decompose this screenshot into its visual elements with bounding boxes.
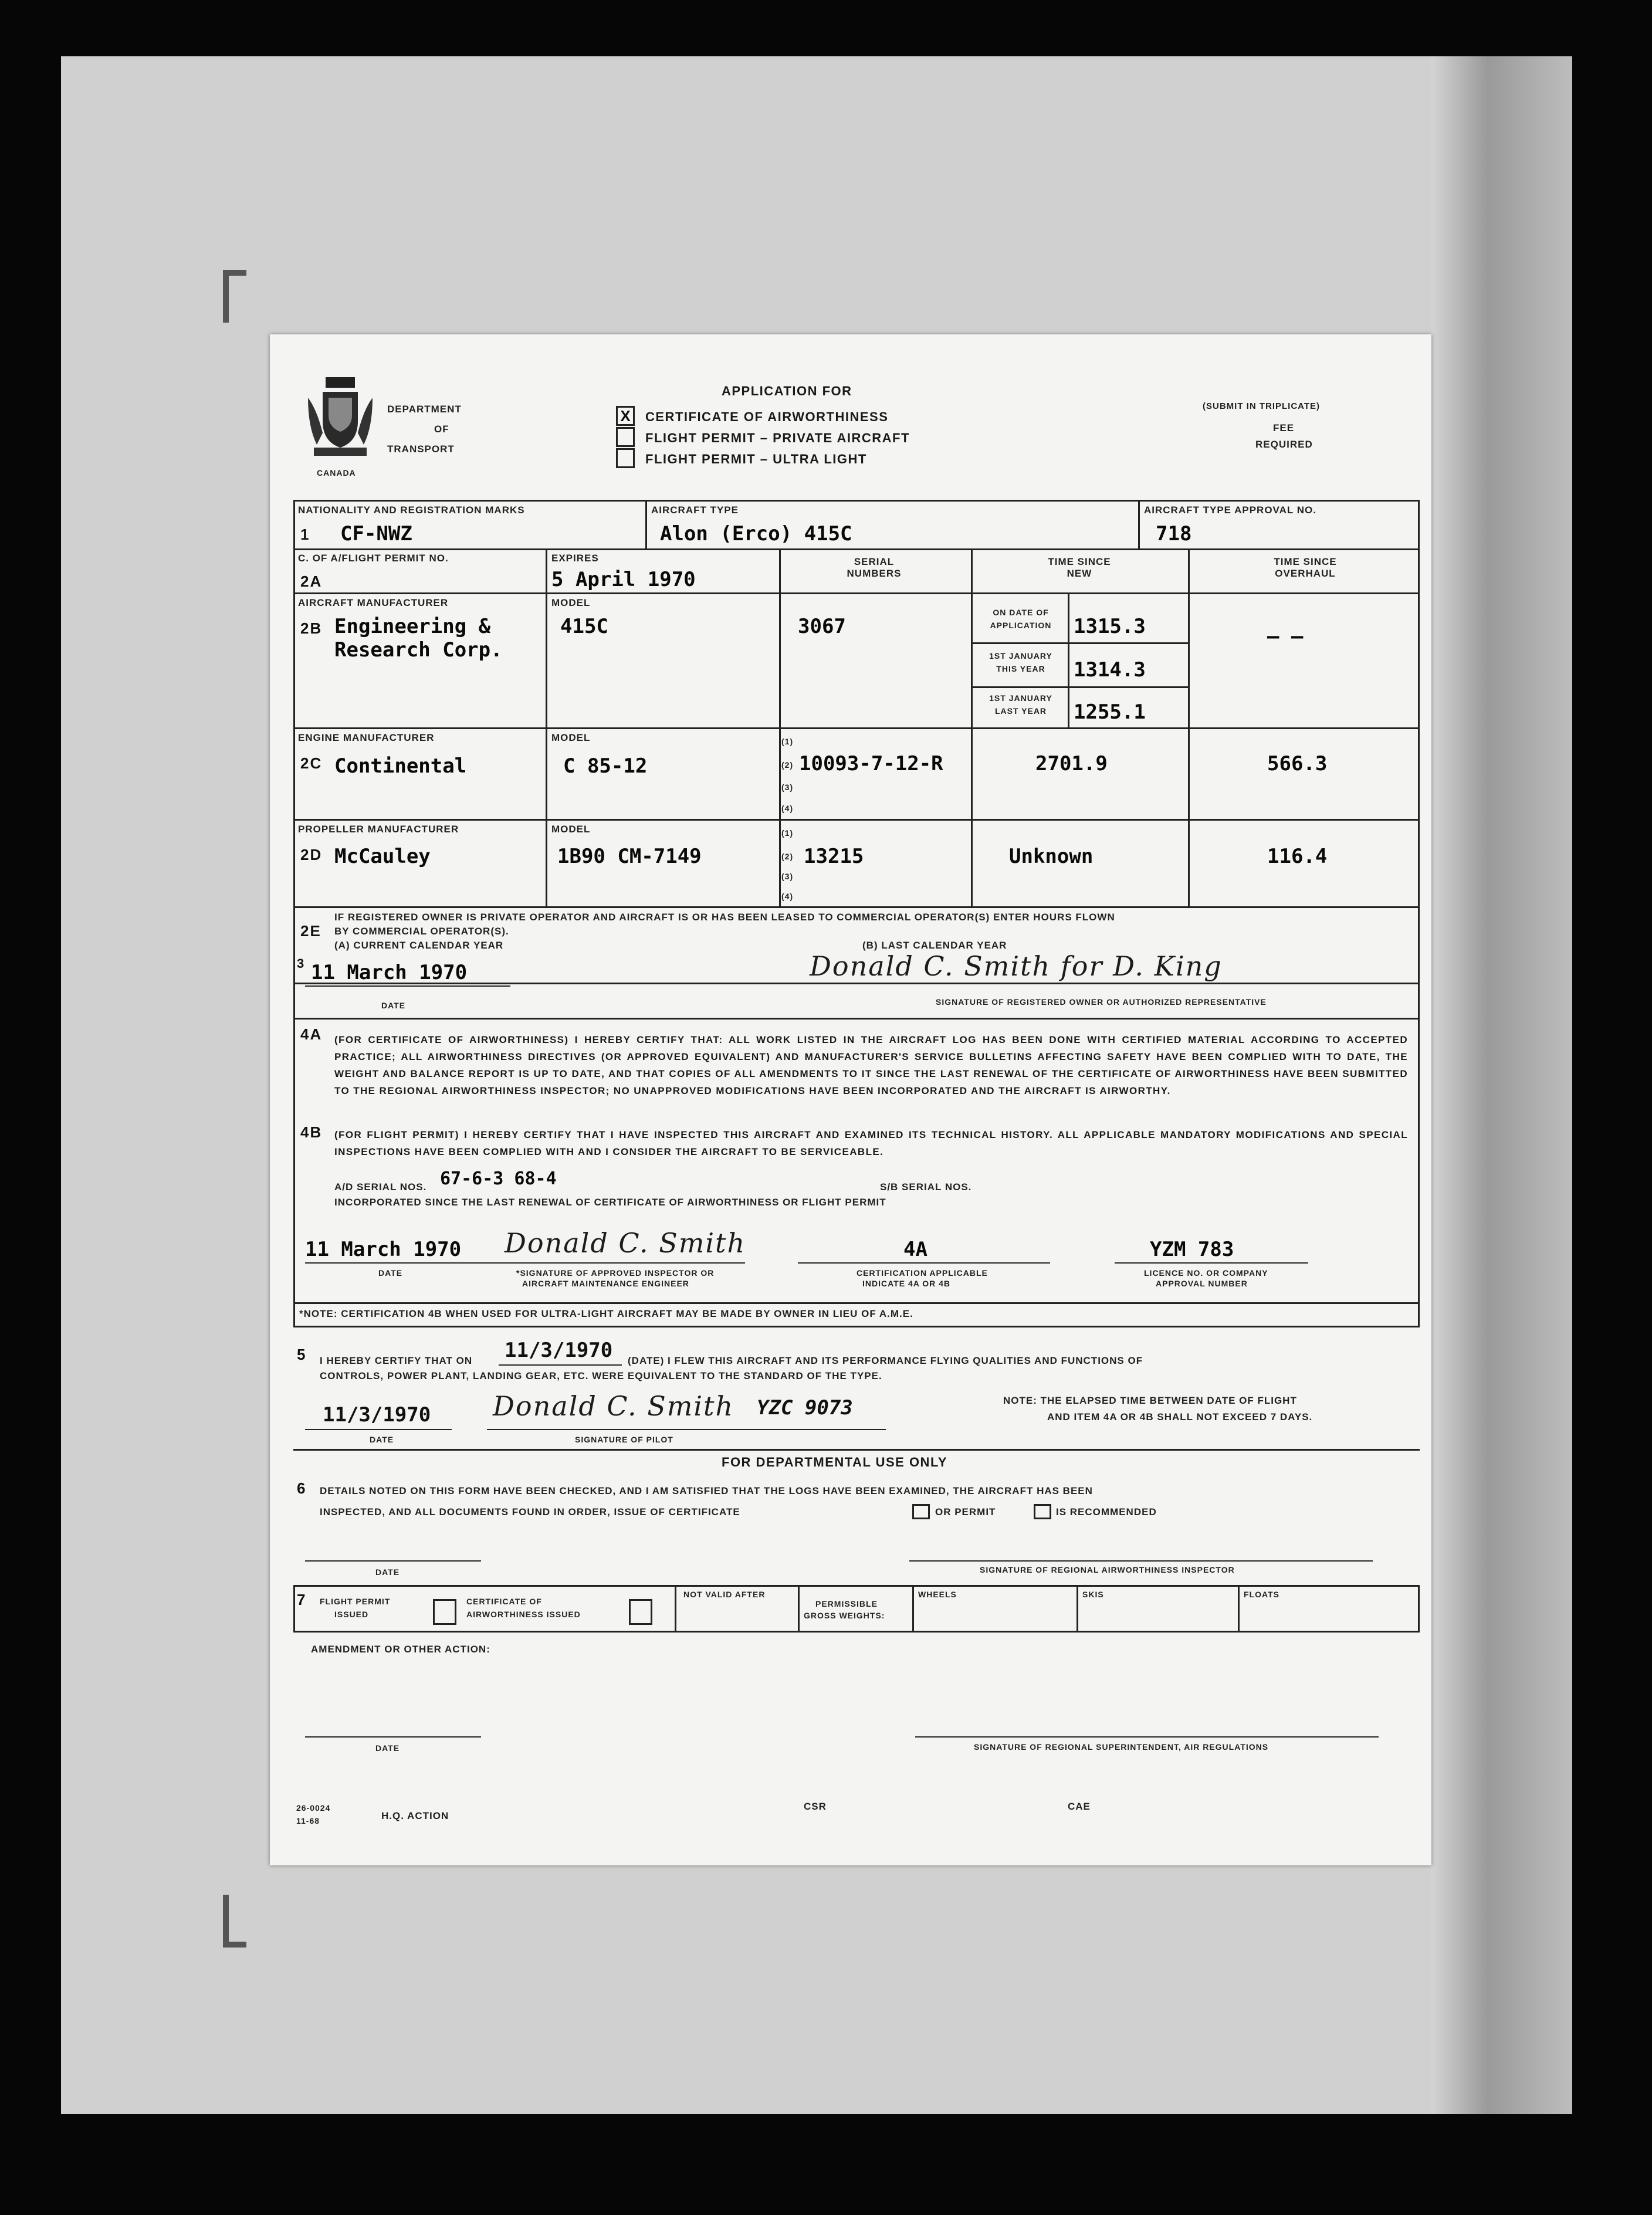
corner-bracket-top [223, 270, 246, 323]
jan-this-label-1: 1ST JANUARY [989, 651, 1052, 661]
option-private-permit: FLIGHT PERMIT – PRIVATE AIRCRAFT [645, 431, 910, 445]
rule [798, 1262, 1050, 1264]
inspector-signature: Donald C. Smith [505, 1227, 746, 1259]
row6-text-1: DETAILS NOTED ON THIS FORM HAVE BEEN CHECKED, AND I AM SATISFIED THAT THE LOGS HAVE BEEN EXAMINED, THE AIRCRAFT HAS BEEN [320, 1485, 1093, 1496]
inspector-date-label: DATE [378, 1268, 403, 1278]
row4a-text: (FOR CERTIFICATE OF AIRWORTHINESS) I HEREBY CERTIFY THAT: ALL WORK LISTED IN THE AIRCRAFT LOG HAS BEEN DONE WITH CERTIFIED MATERIAL ACCORDING TO ACCEPTED PRACTICE; ALL AIRWORTHINESS DIRECTIVES (OR APPROVED EQUIVALENT) AND MANUFACTURER'S SERVICE BULLETINS AFFECTING SAFETY HAVE BEEN COMPLIED WITH TO DATE, THE WEIGHT AND BALANCE REPORT IS UP TO DATE, AND THAT COPIES OF ALL AMENDMENTS TO IT SINCE THE LAST RENEWAL OF THE CERTIFICATE OF AIRWORTHINESS HAVE BEEN SUBMITTED TO THE REGIONAL AIRWORTHINESS INSPECTOR; NO UNAPPROVED MODIFICATIONS HAVE BEEN INCORPORATED AND THE AIRCRAFT IS AIRWORTHY. [334, 1034, 1408, 1096]
ad-serial-value: 67-6-3 68-4 [440, 1169, 557, 1189]
form-number: 26-0024 [296, 1803, 331, 1813]
prop-slot-2: (2) [781, 852, 794, 861]
engine-slot-1: (1) [781, 737, 794, 746]
nat-label: NATIONALITY AND REGISTRATION MARKS [298, 504, 525, 516]
recommended-label: IS RECOMMENDED [1056, 1506, 1157, 1518]
rule [293, 1631, 1420, 1633]
pilot-date-value: 11/3/1970 [323, 1403, 431, 1427]
aircraft-model-label: MODEL [551, 597, 591, 608]
engine-mfr-value: Continental [334, 754, 467, 778]
row1-number: 1 [300, 526, 310, 543]
row6-text-2: INSPECTED, AND ALL DOCUMENTS FOUND IN ORDER, ISSUE OF CERTIFICATE [320, 1506, 740, 1518]
row5-text-b: (DATE) I FLEW THIS AIRCRAFT AND ITS PERFORMANCE FLYING QUALITIES AND FUNCTIONS OF [628, 1355, 1143, 1366]
rule [487, 1429, 886, 1430]
rule [645, 500, 647, 548]
dept-use-title: FOR DEPARTMENTAL USE ONLY [722, 1455, 948, 1469]
serial-label: SERIAL NUMBERS [847, 556, 902, 579]
app-label-2: APPLICATION [990, 621, 1052, 630]
row4a-number: 4A [300, 1025, 323, 1043]
canada-coat-of-arms-icon [305, 374, 375, 462]
rule [305, 985, 510, 987]
folder-edge [1431, 56, 1572, 2114]
rule [293, 1585, 1420, 1587]
rule [305, 1262, 510, 1264]
aircraft-mfr-label: AIRCRAFT MANUFACTURER [298, 597, 449, 608]
rule [1138, 500, 1140, 548]
inspector-date-value: 11 March 1970 [305, 1238, 462, 1261]
owner-signature: Donald C. Smith for D. King [810, 950, 1223, 982]
rule [293, 906, 1420, 908]
row6-number: 6 [297, 1479, 307, 1497]
engine-mfr-label: ENGINE MANUFACTURER [298, 732, 435, 743]
rule [798, 1585, 800, 1631]
tso-label: TIME SINCE OVERHAUL [1274, 556, 1337, 579]
csr-label: CSR [804, 1801, 827, 1812]
prop-serial-value: 13215 [804, 845, 864, 868]
row5-text-a: I HEREBY CERTIFY THAT ON [320, 1355, 473, 1366]
registration-value: CF-NWZ [340, 522, 412, 546]
cae-label: CAE [1068, 1801, 1091, 1812]
rule [499, 1364, 622, 1366]
tsn-app-value: 1315.3 [1074, 615, 1146, 638]
row3-number: 3 [297, 956, 306, 971]
expires-label: EXPIRES [551, 553, 599, 564]
prop-tsn-value: Unknown [1009, 845, 1094, 868]
engine-model-label: MODEL [551, 732, 591, 743]
private-permit-checkbox[interactable] [616, 427, 635, 447]
last-year-label: (B) LAST CALENDAR YEAR [862, 940, 1007, 951]
rule [293, 548, 1420, 550]
inspector-sig-label-1: *SIGNATURE OF APPROVED INSPECTOR OR [516, 1268, 715, 1278]
coa-issued-checkbox[interactable] [629, 1599, 652, 1625]
row4b-text: (FOR FLIGHT PERMIT) I HEREBY CERTIFY THAT I HAVE INSPECTED THIS AIRCRAFT AND EXAMINED ITS TECHNICAL HISTORY. ALL APPLICABLE MANDATORY MODIFICATIONS AND SPECIAL INSPECTIONS HAVE BEEN COMPLIED WITH AND I CONSIDER THE AIRCRAFT TO BE SERVICEABLE. [334, 1129, 1408, 1157]
rule [293, 727, 1420, 729]
dept-label-3: TRANSPORT [387, 443, 455, 455]
rule [1418, 500, 1420, 1326]
rule [293, 819, 1420, 821]
rule [971, 548, 973, 906]
pilot-licence: YZC 9073 [757, 1396, 853, 1420]
certification-value: 4A [903, 1238, 927, 1261]
rule [1188, 548, 1190, 906]
licence-label-2: APPROVAL NUMBER [1156, 1279, 1248, 1288]
flight-date-inline: 11/3/1970 [505, 1339, 613, 1362]
type-label: AIRCRAFT TYPE [651, 504, 739, 516]
pilot-date-label: DATE [370, 1435, 394, 1444]
incorporated-label: INCORPORATED SINCE THE LAST RENEWAL OF CERTIFICATE OF AIRWORTHINESS OR FLIGHT PERMIT [334, 1197, 886, 1208]
row5-text-c: CONTROLS, POWER PLANT, LANDING GEAR, ETC. WERE EQUIVALENT TO THE STANDARD OF THE TYPE. [320, 1370, 882, 1381]
engine-tso-value: 566.3 [1267, 752, 1328, 775]
option-ultralight-permit: FLIGHT PERMIT – ULTRA LIGHT [645, 452, 867, 466]
rule [1068, 592, 1069, 727]
rule [912, 1585, 914, 1631]
hq-action-label: H.Q. ACTION [381, 1810, 449, 1821]
cert-label-2: INDICATE 4A OR 4B [862, 1279, 951, 1288]
submit-note: (SUBMIT IN TRIPLICATE) [1203, 401, 1321, 411]
coa-checkbox[interactable]: X [616, 406, 635, 426]
elapsed-note-1: NOTE: THE ELAPSED TIME BETWEEN DATE OF FLIGHT [1003, 1395, 1297, 1406]
ultralight-permit-checkbox[interactable] [616, 448, 635, 468]
coa-issued-label-1: CERTIFICATE OF [466, 1597, 542, 1606]
rule [779, 548, 781, 906]
rule [293, 1449, 1420, 1451]
jan-this-label-2: THIS YEAR [996, 664, 1045, 673]
permit-checkbox[interactable] [1034, 1504, 1051, 1519]
engine-slot-3: (3) [781, 783, 794, 792]
rule [1418, 1585, 1420, 1631]
prop-slot-4: (4) [781, 892, 794, 901]
ad-serial-label: A/D SERIAL NOS. [334, 1181, 427, 1193]
dept-label-1: DEPARTMENT [387, 404, 462, 415]
type-value: Alon (Erco) 415C [660, 522, 852, 546]
rule [305, 1736, 481, 1738]
corner-bracket-bottom [223, 1895, 246, 1948]
aircraft-mfr-value-2: Research Corp. [334, 638, 503, 662]
aircraft-mfr-value-1: Engineering & [334, 615, 491, 638]
coa-issued-label-2: AIRWORTHINESS ISSUED [466, 1610, 581, 1619]
rule [1076, 1585, 1078, 1631]
prop-mfr-label: PROPELLER MANUFACTURER [298, 824, 459, 835]
prop-model-value: 1B90 CM-7149 [557, 845, 702, 868]
aircraft-tso-value: – – [1267, 625, 1304, 648]
required-label: REQUIRED [1255, 439, 1313, 450]
option-coa: CERTIFICATE OF AIRWORTHINESS [645, 409, 889, 424]
inspector-sig-label-2: AIRCRAFT MAINTENANCE ENGINEER [522, 1279, 689, 1288]
rule [293, 1018, 1420, 1020]
sb-serial-label: S/B SERIAL NOS. [880, 1181, 972, 1193]
rule [293, 1326, 1420, 1327]
form-title: APPLICATION FOR [722, 384, 852, 398]
rule [505, 1262, 745, 1264]
approval-value: 718 [1156, 522, 1192, 546]
licence-value: YZM 783 [1150, 1238, 1234, 1261]
form-date: 11-68 [296, 1816, 320, 1825]
engine-slot-2: (2) [781, 760, 794, 770]
rule [1238, 1585, 1240, 1631]
expires-value: 5 April 1970 [551, 568, 696, 591]
tsn-jan-this-value: 1314.3 [1074, 658, 1146, 682]
aircraft-model-value: 415C [560, 615, 608, 638]
licence-label-1: LICENCE NO. OR COMPANY [1144, 1268, 1268, 1278]
owner-date-value: 11 March 1970 [311, 961, 468, 984]
wheels-label: WHEELS [918, 1590, 957, 1599]
rule [1115, 1262, 1308, 1264]
row2d-number: 2D [300, 846, 323, 863]
pilot-signature: Donald C. Smith [493, 1390, 734, 1422]
rule [293, 1302, 1420, 1304]
engine-serial-value: 10093-7-12-R [799, 752, 943, 775]
dept-label-2: OF [434, 424, 449, 435]
inspector-sig-label: SIGNATURE OF REGIONAL AIRWORTHINESS INSPECTOR [980, 1565, 1235, 1574]
approval-label: AIRCRAFT TYPE APPROVAL NO. [1144, 504, 1316, 516]
prop-mfr-value: McCauley [334, 845, 431, 868]
engine-model-value: C 85-12 [563, 754, 648, 778]
rule [293, 592, 1420, 594]
floats-label: FLOATS [1244, 1590, 1279, 1599]
row2c-number: 2C [300, 754, 323, 772]
elapsed-note-2: AND ITEM 4A OR 4B SHALL NOT EXCEED 7 DAYS. [1047, 1411, 1313, 1423]
row5-number: 5 [297, 1346, 307, 1363]
rule [293, 500, 1420, 502]
flight-permit-label-1: FLIGHT PERMIT [320, 1597, 391, 1606]
rule [675, 1585, 676, 1631]
or-permit-label: OR PERMIT [935, 1506, 996, 1518]
rule [546, 548, 547, 906]
cert-label-1: CERTIFICATION APPLICABLE [857, 1268, 988, 1278]
tsn-label: TIME SINCE NEW [1048, 556, 1111, 579]
rule [909, 1560, 1373, 1562]
prop-slot-3: (3) [781, 872, 794, 881]
superintendent-sig-label: SIGNATURE OF REGIONAL SUPERINTENDENT, AIR REGULATIONS [974, 1742, 1269, 1752]
skis-label: SKIS [1082, 1590, 1104, 1599]
owner-signature-label: SIGNATURE OF REGISTERED OWNER OR AUTHORIZED REPRESENTATIVE [936, 997, 1267, 1007]
fee-label: FEE [1273, 422, 1295, 433]
amendment-label: AMENDMENT OR OTHER ACTION: [311, 1644, 490, 1655]
rule [971, 686, 1188, 688]
ultralight-note: *NOTE: CERTIFICATION 4B WHEN USED FOR ULTRA-LIGHT AIRCRAFT MAY BE MADE BY OWNER IN LIEU OF A.M.E. [299, 1308, 913, 1319]
row2e-number: 2E [300, 922, 321, 940]
flight-permit-issued-checkbox[interactable] [433, 1599, 456, 1625]
rule [293, 500, 295, 1326]
permissible-label-2: GROSS WEIGHTS: [804, 1611, 885, 1620]
engine-tsn-value: 2701.9 [1035, 752, 1108, 775]
application-form [270, 334, 1431, 1865]
not-valid-label: NOT VALID AFTER [683, 1590, 766, 1599]
jan-last-label-1: 1ST JANUARY [989, 693, 1052, 703]
certificate-checkbox[interactable] [912, 1504, 930, 1519]
owner-date-label: DATE [381, 1001, 406, 1010]
amendment-date-label: DATE [375, 1743, 400, 1753]
dept-date-label: DATE [375, 1567, 400, 1577]
app-label-1: ON DATE OF [993, 608, 1049, 617]
country-label: CANADA [317, 468, 356, 477]
tsn-jan-last-value: 1255.1 [1074, 700, 1146, 724]
row4b-number: 4B [300, 1123, 323, 1141]
row2b-number: 2B [300, 619, 323, 637]
engine-slot-4: (4) [781, 804, 794, 813]
row2e-text-1: IF REGISTERED OWNER IS PRIVATE OPERATOR AND AIRCRAFT IS OR HAS BEEN LEASED TO COMMERCIAL OPERATOR(S) ENTER HOURS FLOWN [334, 912, 1115, 923]
jan-last-label-2: LAST YEAR [994, 706, 1047, 716]
prop-tso-value: 116.4 [1267, 845, 1328, 868]
permit-label: C. OF A/FLIGHT PERMIT NO. [298, 553, 449, 564]
flight-permit-label-2: ISSUED [334, 1610, 369, 1619]
pilot-sig-label: SIGNATURE OF PILOT [575, 1435, 673, 1444]
rule [305, 1560, 481, 1562]
rule [971, 642, 1188, 644]
prop-model-label: MODEL [551, 824, 591, 835]
aircraft-serial-value: 3067 [798, 615, 846, 638]
row7-number: 7 [297, 1591, 307, 1608]
current-year-label: (A) CURRENT CALENDAR YEAR [334, 940, 504, 951]
permissible-label-1: PERMISSIBLE [815, 1599, 878, 1608]
rule [915, 1736, 1379, 1738]
row2e-text-2: BY COMMERCIAL OPERATOR(S). [334, 926, 509, 937]
rule [293, 1585, 295, 1631]
rule [305, 1429, 452, 1430]
prop-slot-1: (1) [781, 828, 794, 838]
row2a-number: 2A [300, 573, 323, 590]
